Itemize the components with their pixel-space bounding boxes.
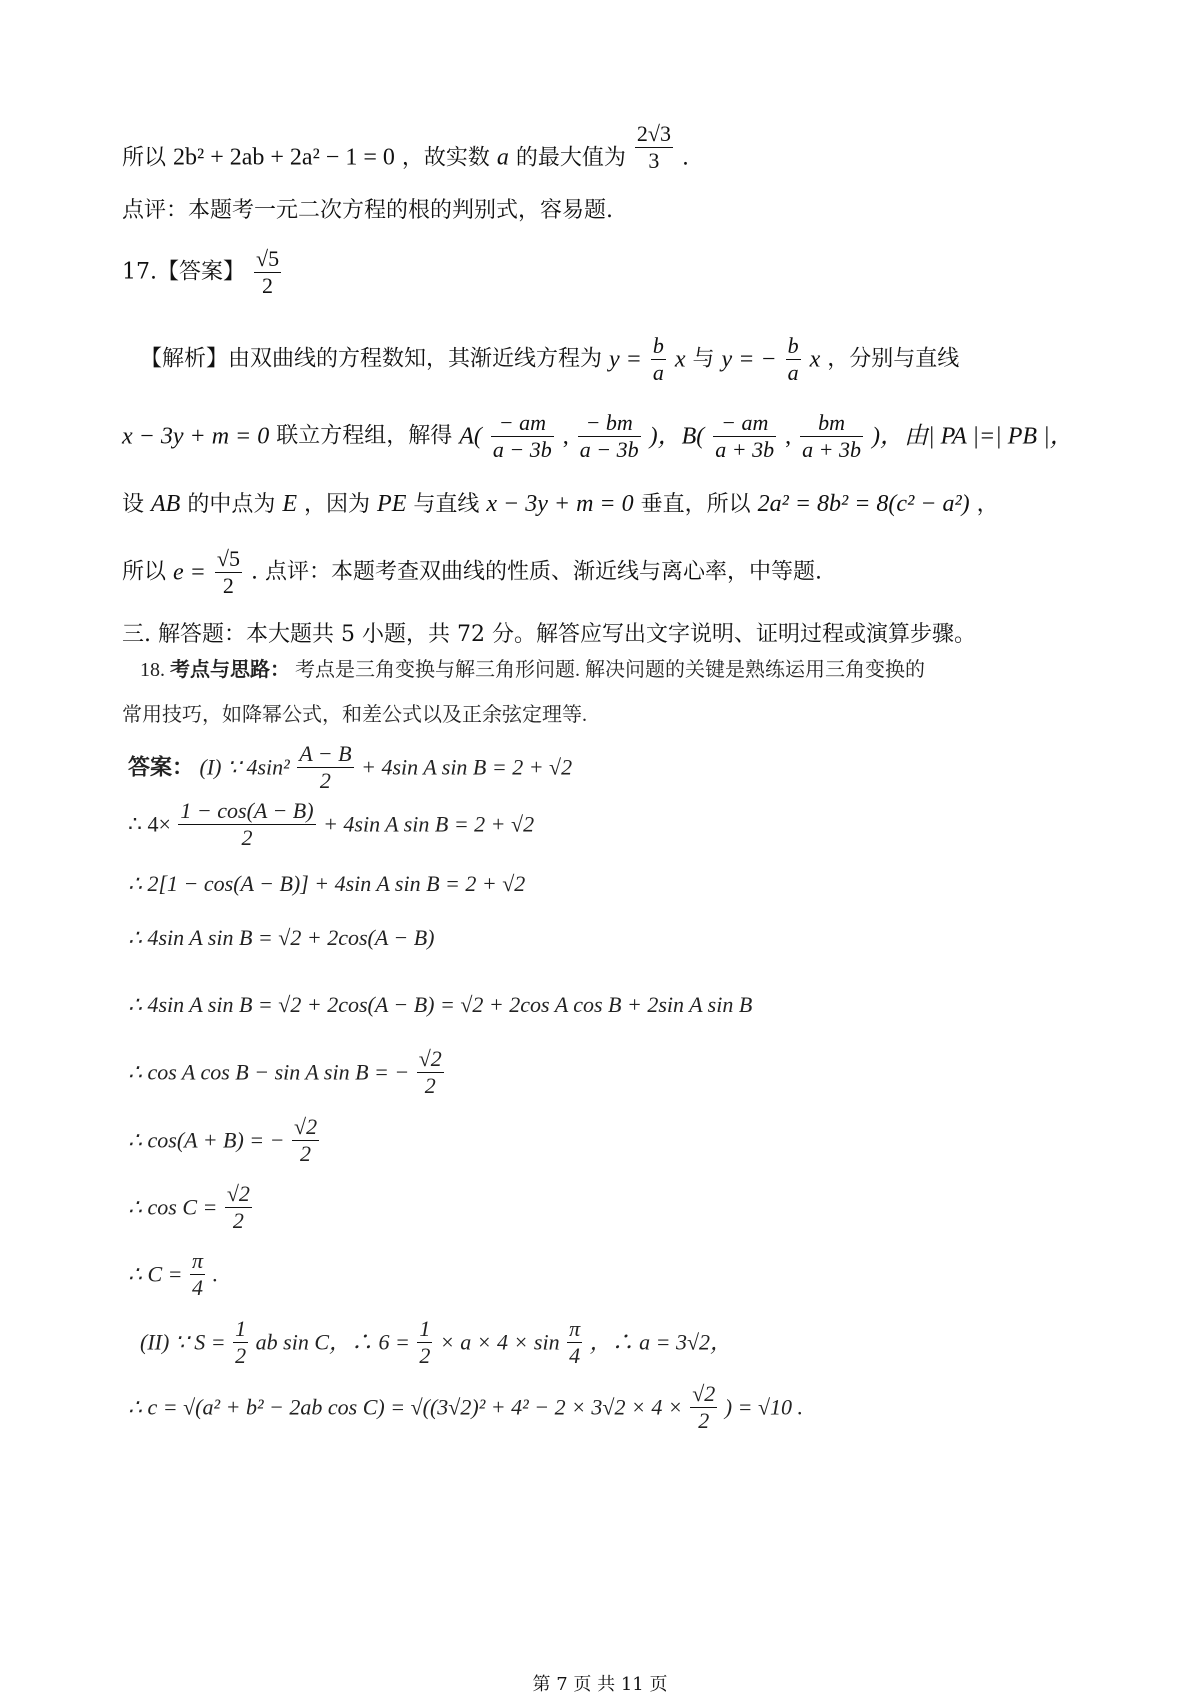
fraction bbox=[651, 335, 666, 384]
lead-label: 考点与思路： bbox=[170, 659, 290, 681]
math: ∴ 2[1 − cos(A − B)] + 4sin A sin B = 2 + √2 bbox=[128, 871, 526, 896]
text: ，故实数 bbox=[401, 145, 490, 171]
fraction-num: − am bbox=[491, 412, 554, 437]
math: ∴ 4× bbox=[128, 811, 171, 837]
fraction-num: √2 bbox=[418, 1046, 442, 1071]
math: × a × 4 × sin bbox=[439, 1329, 560, 1355]
math: . bbox=[212, 1261, 219, 1287]
fraction-den: 3 bbox=[648, 148, 660, 173]
fraction bbox=[491, 412, 554, 461]
variable: a bbox=[496, 144, 509, 171]
fraction bbox=[800, 412, 863, 461]
fraction-den: 2 bbox=[232, 1208, 244, 1233]
step-5 bbox=[128, 994, 752, 1016]
text: 考点是三角变换与解三角形问题. 解决问题的关键是熟练运用三角变换的 bbox=[295, 659, 925, 681]
fraction-num: π bbox=[569, 1316, 581, 1341]
text: 点评：本题考一元二次方程的根的判别式，容易题. bbox=[122, 198, 613, 223]
line-answer-17 bbox=[122, 248, 283, 297]
fraction bbox=[297, 743, 353, 792]
math: ab sin C，∴ 6 = bbox=[255, 1329, 410, 1355]
math: x bbox=[809, 346, 821, 373]
scan-18-header2 bbox=[122, 705, 587, 725]
text: 垂直，所以 bbox=[640, 492, 751, 517]
math: )，由| PA |=| PB |， bbox=[872, 423, 1074, 450]
fraction-den: a − 3b bbox=[579, 437, 639, 462]
fraction-num: 1 bbox=[235, 1316, 247, 1341]
fraction bbox=[567, 1318, 582, 1367]
answer-label: 17.【答案】 bbox=[122, 259, 245, 285]
fraction bbox=[233, 1318, 248, 1367]
step-7 bbox=[128, 1116, 321, 1165]
math: ∴ 4sin A sin B = √2 + 2cos(A − B) = √2 + 2cos A cos B + 2sin A sin B bbox=[128, 992, 753, 1017]
text: 常用技巧，如降幂公式，和差公式以及正余弦定理等. bbox=[122, 704, 587, 726]
math: + 4sin A sin B = 2 + √2 bbox=[323, 811, 535, 837]
scan-18-header bbox=[140, 660, 925, 680]
math: y = − bbox=[721, 346, 777, 373]
line-comment-16 bbox=[122, 200, 613, 222]
text: 所以 bbox=[122, 559, 167, 585]
math: (II) ∵ S = bbox=[140, 1329, 226, 1355]
fraction-den: 2 bbox=[698, 1408, 710, 1433]
fraction-num: bm bbox=[800, 412, 863, 437]
math: x bbox=[674, 346, 686, 373]
math: A( bbox=[459, 423, 482, 450]
fraction-num: 1 − cos(A − B) bbox=[180, 798, 314, 823]
line-solve-system bbox=[122, 412, 1074, 461]
math: ∴ cos(A + B) = − bbox=[128, 1127, 285, 1153]
fraction-num: 2√3 bbox=[636, 121, 671, 146]
math: ∴ 4sin A sin B = √2 + 2cos(A − B) bbox=[128, 925, 435, 950]
math: ∴ cos C = bbox=[128, 1194, 218, 1220]
text: 联立方程组，解得 bbox=[276, 423, 453, 449]
text: 【解析】由双曲线的方程数知，其渐近线方程为 bbox=[140, 346, 603, 372]
text: 三. 解答题：本大题共 5 小题，共 72 分。解答应写出文字说明、证明过程或演算步骤。 bbox=[122, 622, 976, 647]
math: ∴ C = bbox=[128, 1261, 183, 1287]
fraction-den: 4 bbox=[569, 1343, 581, 1368]
line-analysis-17 bbox=[140, 335, 959, 384]
fraction bbox=[292, 1116, 319, 1165]
math: AB bbox=[151, 491, 181, 517]
fraction-den: a + 3b bbox=[715, 437, 775, 462]
fraction-num: √2 bbox=[692, 1381, 716, 1406]
math: PE bbox=[377, 491, 407, 517]
page-footer: 第 7 页 共 11 页 bbox=[532, 1674, 668, 1695]
math: ，∴ a = 3√2， bbox=[589, 1329, 733, 1355]
fraction bbox=[178, 800, 315, 849]
fraction-num: 1 bbox=[419, 1316, 431, 1341]
text: . bbox=[681, 145, 689, 171]
math: ) = √10 . bbox=[724, 1394, 804, 1420]
step-6 bbox=[128, 1048, 446, 1097]
fraction-num: π bbox=[192, 1248, 204, 1273]
math: E bbox=[282, 491, 298, 517]
fraction bbox=[690, 1383, 717, 1432]
fraction-num: √2 bbox=[294, 1114, 318, 1139]
fraction-den: 2 bbox=[424, 1073, 436, 1098]
fraction bbox=[713, 412, 776, 461]
step-10 bbox=[140, 1318, 732, 1367]
fraction-num: √5 bbox=[216, 546, 240, 571]
fraction-den: 2 bbox=[419, 1343, 431, 1368]
math: + 4sin A sin B = 2 + √2 bbox=[361, 754, 573, 780]
step-3 bbox=[128, 873, 525, 895]
text: 与直线 bbox=[413, 492, 480, 517]
step-4 bbox=[128, 927, 435, 949]
math: e = bbox=[173, 559, 206, 586]
fraction-num: √5 bbox=[256, 246, 280, 271]
math: ∴ c = √(a² + b² − 2ab cos C) = √((3√2)² + 4² − 2 × 3√2 × 4 × bbox=[128, 1394, 683, 1420]
fraction-den: a − 3b bbox=[492, 437, 552, 462]
answer-label: 答案： bbox=[128, 754, 195, 780]
math: ∴ cos A cos B − sin A sin B = − bbox=[128, 1059, 410, 1085]
fraction-num: A − B bbox=[299, 741, 352, 766]
fraction-num: b bbox=[787, 333, 799, 358]
fraction bbox=[417, 1048, 444, 1097]
fraction bbox=[417, 1318, 432, 1367]
math: )，B( bbox=[649, 423, 705, 450]
text: 与 bbox=[692, 346, 715, 372]
step-2 bbox=[128, 800, 534, 849]
text: ，分别与直线 bbox=[827, 346, 960, 372]
fraction-num: √2 bbox=[226, 1181, 250, 1206]
text: ， bbox=[976, 492, 999, 517]
text: 的最大值为 bbox=[515, 145, 626, 171]
step-11 bbox=[128, 1383, 803, 1432]
text: 的中点为 bbox=[187, 492, 276, 517]
fraction-den: a bbox=[652, 360, 664, 385]
fraction-den: 2 bbox=[241, 825, 253, 850]
step-9 bbox=[128, 1250, 218, 1299]
fraction bbox=[190, 1250, 205, 1299]
fraction bbox=[215, 548, 242, 597]
fraction-num: − bm bbox=[578, 412, 641, 437]
line-midpoint bbox=[122, 492, 999, 516]
line-eccentricity bbox=[122, 548, 822, 597]
step-8 bbox=[128, 1183, 254, 1232]
step-1 bbox=[128, 743, 572, 792]
math: (I) ∵ 4sin² bbox=[199, 754, 290, 780]
fraction bbox=[578, 412, 641, 461]
math: x − 3y + m = 0 bbox=[486, 491, 634, 517]
fraction-den: 2 bbox=[319, 768, 331, 793]
math: , bbox=[562, 423, 569, 450]
text: ，因为 bbox=[304, 492, 371, 517]
line-max-value bbox=[122, 121, 689, 173]
fraction bbox=[254, 248, 281, 297]
fraction-den: 4 bbox=[192, 1275, 204, 1300]
section-header bbox=[122, 624, 976, 646]
fraction bbox=[786, 335, 801, 384]
fraction-den: 2 bbox=[235, 1343, 247, 1368]
math: y = bbox=[609, 346, 642, 373]
math: x − 3y + m = 0 bbox=[122, 423, 270, 450]
equation: 2b² + 2ab + 2a² − 1 = 0 bbox=[173, 144, 395, 171]
text: 所以 bbox=[122, 145, 167, 171]
fraction-den: 2 bbox=[262, 273, 274, 298]
fraction-den: a bbox=[787, 360, 799, 385]
text: 设 bbox=[122, 492, 145, 517]
fraction bbox=[635, 123, 673, 172]
math: 2a² = 8b² = 8(c² − a²) bbox=[757, 491, 970, 517]
fraction bbox=[225, 1183, 252, 1232]
fraction-den: 2 bbox=[222, 573, 234, 598]
fraction-den: a + 3b bbox=[802, 437, 861, 462]
fraction-num: − am bbox=[713, 412, 776, 437]
text: . 点评：本题考查双曲线的性质、渐近线与离心率，中等题. bbox=[250, 559, 822, 585]
fraction-num: b bbox=[652, 333, 664, 358]
math: , bbox=[785, 423, 792, 450]
question-number: 18. bbox=[140, 659, 165, 681]
fraction-den: 2 bbox=[300, 1141, 312, 1166]
